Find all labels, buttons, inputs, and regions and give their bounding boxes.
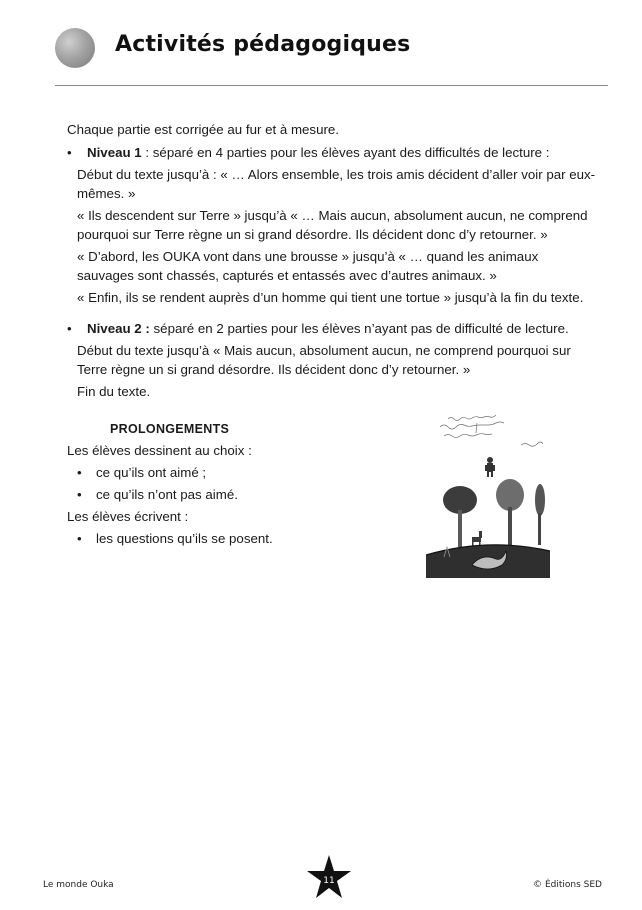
level-1-item <box>67 143 597 162</box>
list-item <box>67 485 397 504</box>
bullet-icon: • <box>77 531 82 546</box>
list-item-text: ce qu’ils ont aimé ; <box>96 465 207 480</box>
write-intro: Les élèves écrivent : <box>67 509 189 524</box>
header-divider <box>55 85 608 86</box>
level-2-text: séparé en 2 parties pour les élèves n’ayant pas de difficulté de lecture. <box>149 321 569 336</box>
bullet-icon: • <box>67 145 72 160</box>
level-2-part: Fin du texte. <box>77 384 151 399</box>
level-2-part: Début du texte jusqu’à « Mais aucun, absolument aucun, ne comprend pourquoi sur Terre règne un si grand désordre. Ils décident donc d’y retourner. » <box>77 343 571 377</box>
draw-intro: Les élèves dessinent au choix : <box>67 443 252 458</box>
footer-book-title: Le monde Ouka <box>43 880 114 890</box>
prolongements-title: PROLONGEMENTS <box>110 422 230 436</box>
level-1-text: : séparé en 4 parties pour les élèves ayant des difficultés de lecture : <box>141 145 550 160</box>
list-item-text: les questions qu’ils se posent. <box>96 531 273 546</box>
level-1-part: Début du texte jusqu’à : « … Alors ensemble, les trois amis décident d’aller voir par eux-mêmes. » <box>77 167 596 201</box>
page-title: Activités pédagogiques <box>115 32 411 57</box>
level-1-label: Niveau 1 <box>87 145 142 160</box>
prolongements-section <box>67 420 397 548</box>
page-number: 11 <box>323 876 335 886</box>
child-drawing-illustration <box>426 405 550 578</box>
level-2-item <box>67 319 597 338</box>
level-1-part: « Ils descendent sur Terre » jusqu’à « … Mais aucun, absolument aucun, ne comprend pourquoi sur Terre règne un si grand désordre. Ils décident donc d’y retourner. » <box>77 208 588 242</box>
page-header <box>0 0 642 90</box>
level-1-part: « D’abord, les OUKA vont dans une brousse » jusqu’à « … quand les animaux sauvages sont chassés, capturés et entassés avec d’autres animaux. » <box>77 249 539 283</box>
list-item <box>67 463 397 482</box>
star-icon <box>305 853 353 901</box>
header-circle-icon <box>55 28 95 68</box>
list-item <box>67 529 397 548</box>
list-item-text: ce qu’ils n’ont pas aimé. <box>96 487 238 502</box>
bullet-icon: • <box>77 487 82 502</box>
intro-text: Chaque partie est corrigée au fur et à mesure. <box>67 122 339 137</box>
main-content <box>67 120 597 401</box>
bullet-icon: • <box>67 321 72 336</box>
footer-publisher: © Éditions SED <box>533 880 602 890</box>
bullet-icon: • <box>77 465 82 480</box>
level-2-label: Niveau 2 : <box>87 321 150 336</box>
level-1-part: « Enfin, ils se rendent auprès d’un homme qui tient une tortue » jusqu’à la fin du texte. <box>77 290 584 305</box>
